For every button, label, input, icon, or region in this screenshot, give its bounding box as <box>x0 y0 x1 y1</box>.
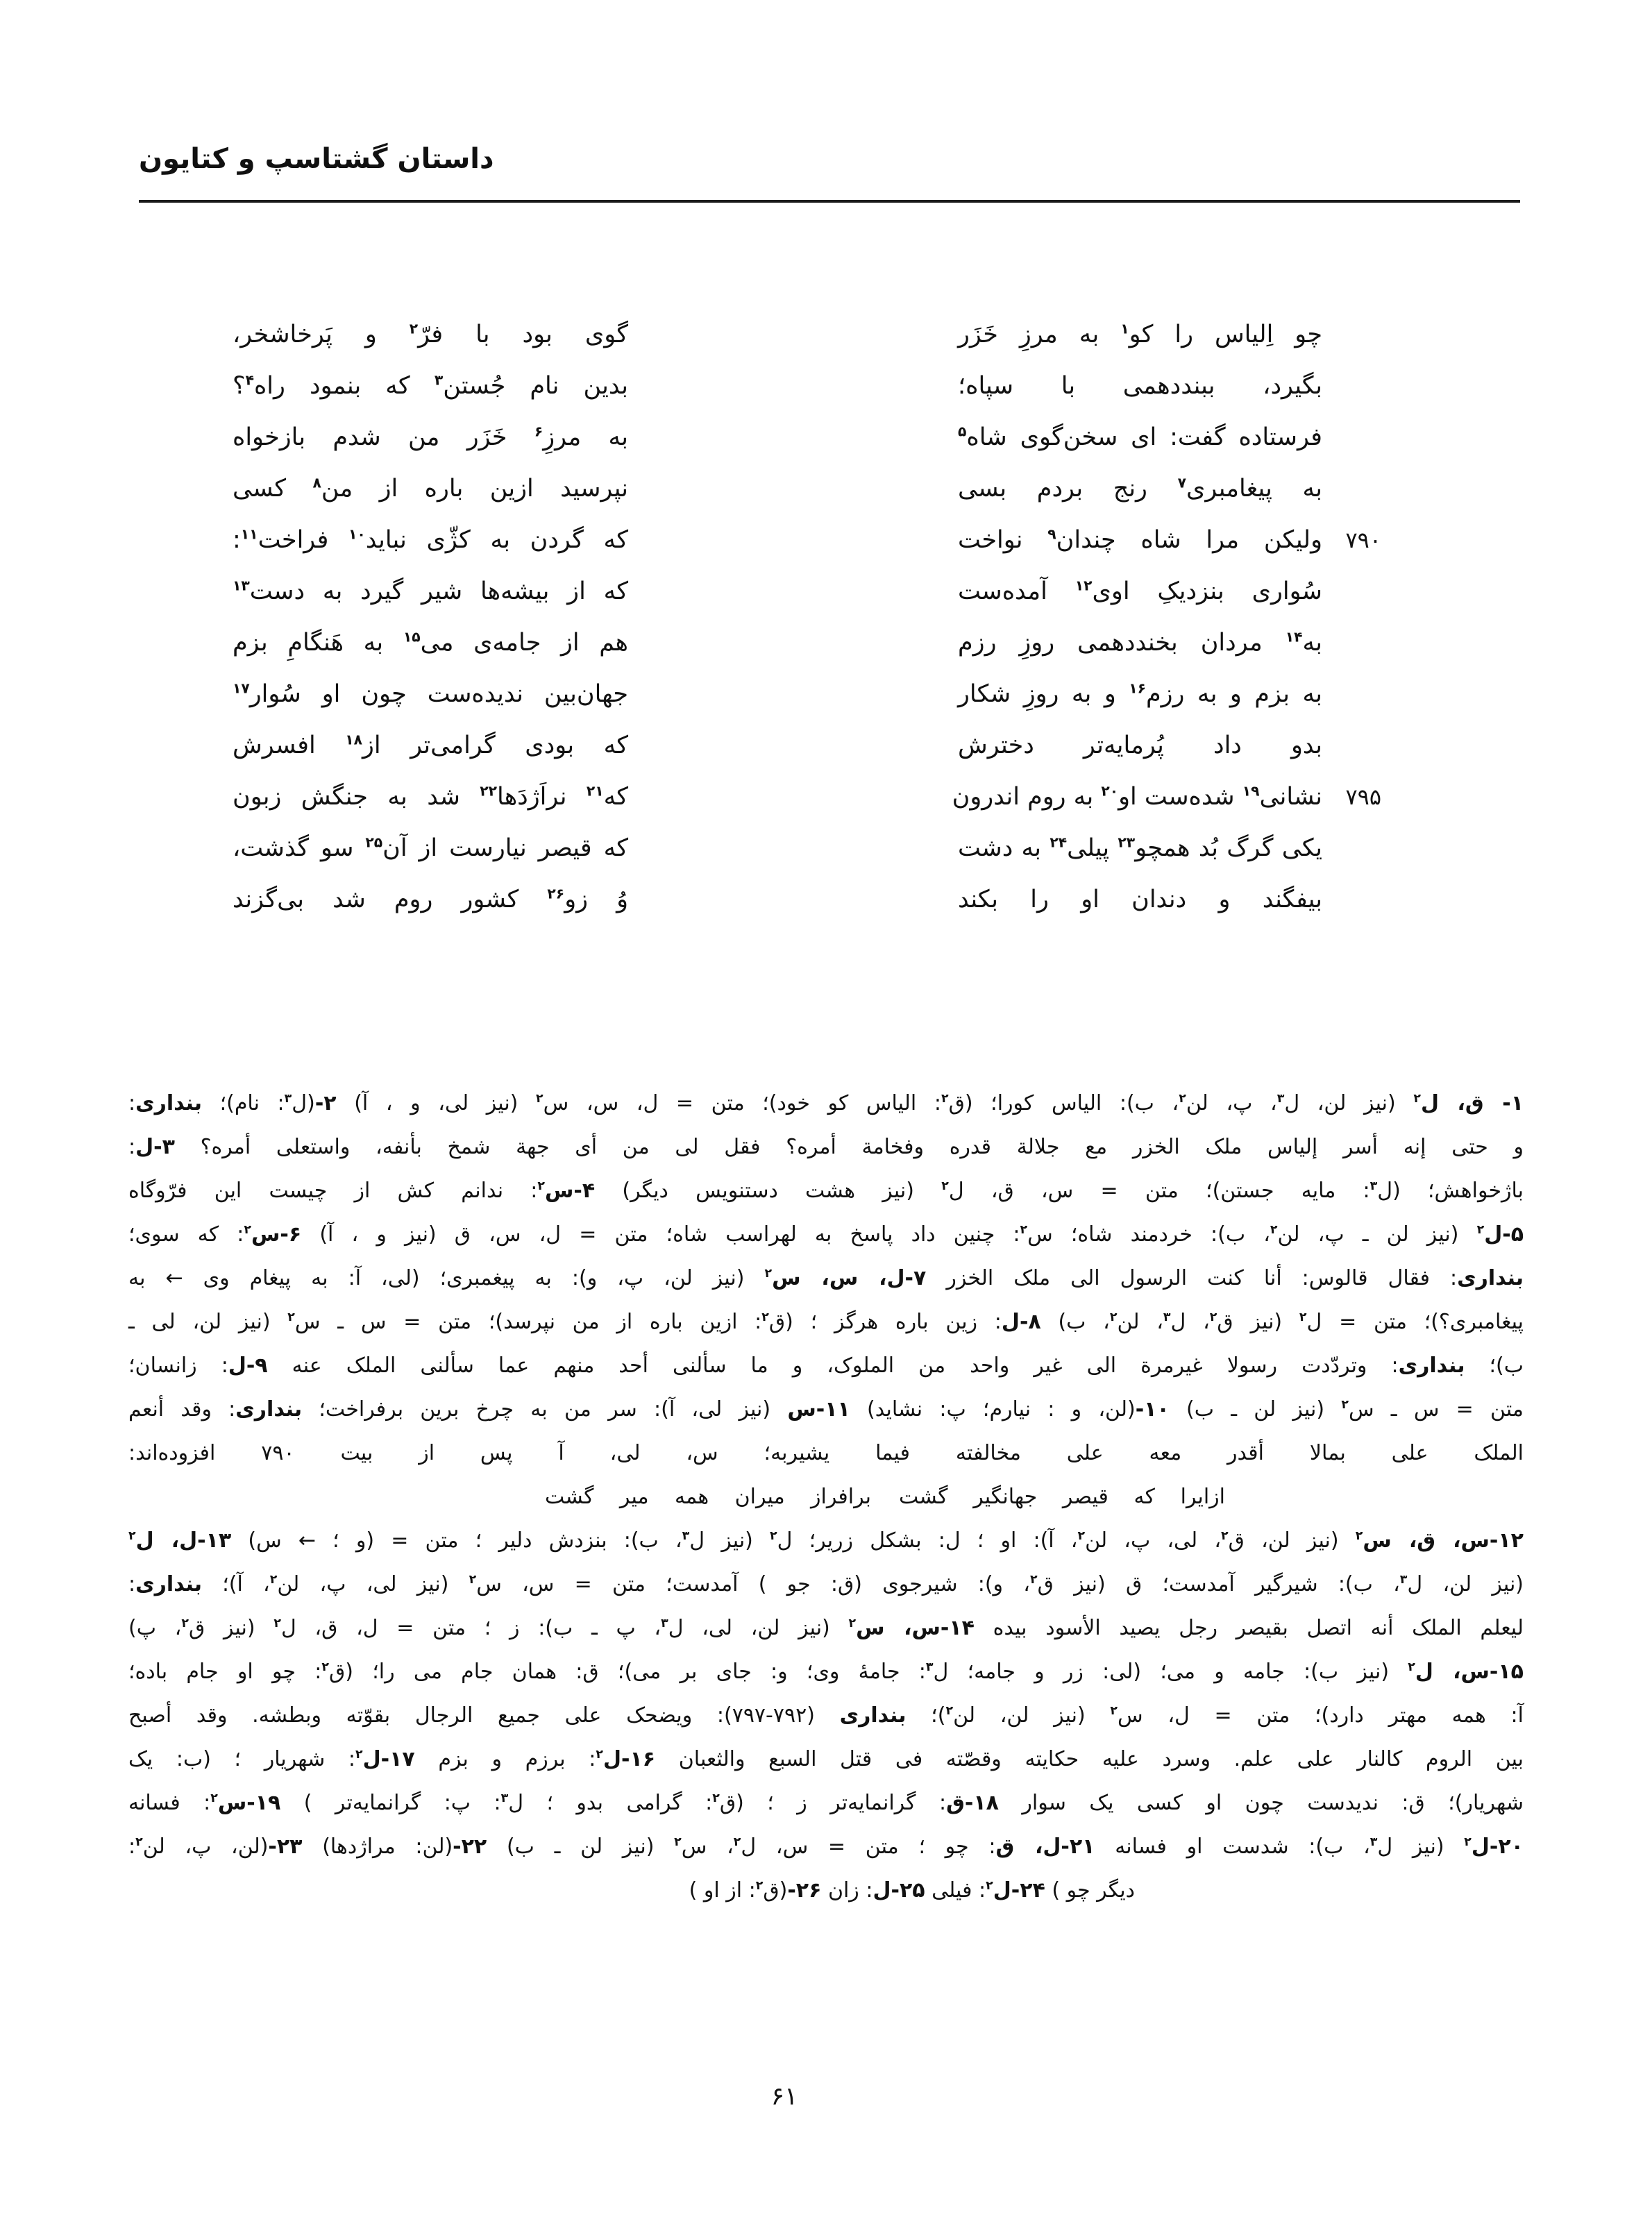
hemistich-gap <box>628 444 958 445</box>
footnote-marker: ۳ <box>1369 1179 1378 1193</box>
footnote-marker: ۷ <box>1177 474 1186 491</box>
footnote-line: ب)؛ بنداری: وتردّدت رسولا غیرمرة الی غیر واحد من الملوک، و ما سألنی أحد منهم عما سألنی الملک عنه ۹-ل: زانسان؛ <box>128 1353 1524 1378</box>
footnote-marker: ۱۸ <box>345 731 362 748</box>
hemistich-left: که گردن به کژّی نباید$^{۱۰}$ فراخت$^{۱۱}$: <box>233 525 628 554</box>
footnote-marker: ۱۲ <box>1074 577 1093 594</box>
footnote-marker: ۱۰ <box>348 525 366 543</box>
footnote-marker: ۲ <box>1476 1223 1485 1237</box>
hemistich-gap <box>628 341 958 342</box>
footnote-marker: ۲۵ <box>365 834 383 851</box>
footnote-marker: ۵ <box>958 423 967 440</box>
footnote-marker: ۱۱ <box>240 525 258 543</box>
verse-row <box>233 668 1381 720</box>
footnote-marker: ۱۳ <box>233 577 250 594</box>
hemistich-right: فرستاده گفت: ای سخن‌گوی شاه$^۵$ <box>958 423 1322 451</box>
footnote-marker: ۲ <box>764 1267 773 1281</box>
footnote-marker: ۲ <box>986 1879 993 1893</box>
footnote-marker: ۲ <box>674 1835 682 1849</box>
hemistich-right: بدو داد پُرمایه‌تر دخترش <box>958 732 1322 759</box>
footnote-line: بین الروم کالنار علی علم. وسرد علیه حکایته وقصّته فی قتل السبع والثعبان ۱۶-ل$^۲$: برزم و بزم ۱۷-ل$^۲$: شهریار ؛ (ب: یک <box>128 1747 1524 1771</box>
footnote-marker: ۲ <box>848 1617 857 1630</box>
footnote-marker: ۲۶ <box>547 885 565 902</box>
footnote-marker: ۲۱ <box>586 782 604 800</box>
hemistich-left: نپرسید ازین باره از من$^۸$ کسی <box>233 474 629 503</box>
footnote-marker: ۳ <box>1399 1573 1408 1587</box>
hemistich-left: که بودی گرامی‌تر از$^{۱۸}$ افسرش <box>233 731 629 759</box>
footnote-marker: ۲ <box>1179 1092 1186 1106</box>
footnote-line: متن = س ـ س$^۲$ (نیز لن ـ ب) ۱۰-(لن، و : نیارم؛ پ: نشاید) ۱۱-س (نیز لی، آ): سر من به چرخ برین برفراخت؛ بنداری: وقد أنعم <box>128 1397 1524 1422</box>
hemistich-left: که قیصر نیارست از آن$^{۲۵}$ سو گذشت، <box>233 834 628 862</box>
hemistich-gap <box>628 598 958 599</box>
hemistich-left: وُ زو$^{۲۶}$ کشور روم شد بی‌گزند <box>233 885 628 913</box>
hemistich-left: جهان‌بین ندیده‌ست چون او سُوار$^{۱۷}$ <box>233 680 628 708</box>
footnote-marker: ۲ <box>1209 1310 1217 1324</box>
footnote-marker: ۲ <box>941 1179 949 1193</box>
hemistich-right: نشانی$^{۱۹}$ شده‌ست او$^{۲۰}$ به روم اندرون <box>952 782 1322 811</box>
footnote-line: (نیز لن، ل$^۳$، ب): شیرگیر آمدست؛ ق (نیز ق$^۲$، و): شیرجوی (ق: جو ) آمدست؛ متن = س، س$^۲$ (نیز لی، پ، لن$^۲$، آ)؛ بنداری: <box>128 1572 1524 1596</box>
hemistich-gap <box>628 393 958 394</box>
footnote-marker: ۱۹ <box>1242 782 1260 800</box>
footnote-marker: ۲ <box>770 1529 777 1543</box>
footnote-marker: ۱۷ <box>233 680 250 697</box>
footnote-marker: ۲۴ <box>1050 834 1068 851</box>
hemistich-left: بدین نام جُستن$^۳$ که بنمود راه$^۴$؟ <box>233 371 628 400</box>
footnote-marker: ۱۵ <box>403 628 421 646</box>
footnote-marker: ۲۰ <box>1101 782 1119 800</box>
footnote-marker: ۹ <box>1047 525 1056 543</box>
footnote-marker: ۲ <box>755 1879 764 1893</box>
footnote-quoted-verse <box>187 1475 1583 1519</box>
footnote-marker: ۸ <box>312 474 321 491</box>
footnote-marker: ۲ <box>941 1092 949 1106</box>
footnote-marker: ۲ <box>1341 1398 1349 1412</box>
footnote-marker: ۲ <box>761 1310 769 1324</box>
footnote-line: پیغامبری؟)؛ متن = ل$^۲$ (نیز ق$^۲$، ل$^۳$، لن$^۲$، ب) ۸-ل: زین باره هرگز ؛ (ق$^۲$: ازین باره از من نپرسد)؛ متن = س ـ س$^۲$ (نیز لن، لی ـ <box>128 1310 1524 1334</box>
footnote-marker: ۱۴ <box>1285 628 1303 646</box>
footnote-marker: ۳ <box>284 1092 292 1106</box>
footnote-marker: ۲ <box>181 1617 189 1630</box>
footnote-marker: ۲ <box>1408 1660 1415 1674</box>
footnote-marker: ۲ <box>1464 1835 1472 1849</box>
hemistich-right: یکی گرگ بُد همچو$^{۲۳}$ پیلی$^{۲۴}$ به دشت <box>958 834 1322 862</box>
footnote-marker: ۲ <box>1020 1223 1028 1237</box>
verse-number: ۷۹۰ <box>1345 527 1381 553</box>
quoted-hemistich-right: ازایرا که قیصر جهانگیر گشت <box>899 1485 1225 1509</box>
footnote-marker: ۳ <box>661 1617 668 1630</box>
footnotes-apparatus-block <box>128 1081 1524 1912</box>
footnote-marker: ۳ <box>1163 1310 1171 1324</box>
hemistich-gap <box>628 547 958 548</box>
footnote-marker: ۲ <box>269 1573 278 1587</box>
verse-row <box>233 874 1381 925</box>
footnote-marker: ۲ <box>287 1310 295 1324</box>
footnote-marker: ۲ <box>1029 1573 1038 1587</box>
footnote-marker: ۲ <box>1221 1529 1229 1543</box>
footnote-marker: ۲ <box>355 1748 363 1762</box>
footnote-line: لیعلم الملک أنه اتصل بقیصر رجل یصید الأسود بیده ۱۴-س، س$^۲$ (نیز لن، لی، ل$^۳$، پ ـ ب): ز ؛ متن = ل، ق، ل$^۲$ (نیز ق$^۲$، پ) <box>128 1616 1524 1640</box>
footnote-marker: ۲ <box>135 1835 143 1849</box>
footnote-marker: ۲ <box>210 1791 218 1805</box>
footnote-line: ۱۵-س، ل$^۲$ (نیز ب): جامه و می؛ (لی: زر و جامه؛ ل$^۳$: جامهٔ وی؛ و: جای بر می)؛ ق: همان جام می را؛ (ق$^۲$: چو او جام باده؛ <box>128 1660 1524 1684</box>
verse-row <box>233 566 1381 617</box>
hemistich-right: به پیغامبری$^۷$ رنج بردم بسی <box>958 474 1322 503</box>
footnote-marker: ۲ <box>469 1573 477 1587</box>
verse-row <box>233 360 1381 412</box>
footnote-marker: ۳ <box>925 1660 934 1674</box>
footnote-marker: ۲ <box>1413 1092 1421 1106</box>
footnote-marker: ۶ <box>534 423 543 440</box>
footnote-marker: ۲ <box>1355 1529 1363 1543</box>
footnote-line: الملک علی بمالا أقدر معه علی مخالفته فیما یشیربه؛ س، لی، آ پس از بیت ۷۹۰ افزوده‌اند: <box>128 1441 1524 1465</box>
footnote-line: ۱۲-س، ق، س$^۲$ (نیز لن، ق$^۲$، لی، پ، لن$^۲$، آ): او ؛ ل: بشکل زریر؛ ل$^۲$ (نیز ل$^۳$، ب): بنزدش دلیر ؛ متن = (و ؛ ← س) ۱۳-ل، ل$^۲$ <box>128 1528 1524 1553</box>
verse-row <box>233 309 1381 360</box>
footnote-marker: ۳ <box>1369 1835 1378 1849</box>
footnote-line: ۲۰-ل$^۲$ (نیز ل$^۳$، ب): شدست او فسانه ۲۱-ل، ق: چو ؛ متن = س، ل$^۲$، س$^۲$ (نیز لن ـ ب) ۲۲-(لن: مراژدها) ۲۳-(لن، پ، لن$^۲$: <box>128 1835 1524 1859</box>
hemistich-right: سُواری بنزدیکِ اوی$^{۱۲}$ آمده‌ست <box>958 577 1323 605</box>
verse-row <box>233 823 1381 874</box>
footnote-marker: ۳ <box>1276 1092 1285 1106</box>
verse-row <box>233 771 1381 823</box>
hemistich-right: ولیکن مرا شاه چندان$^۹$ نواخت <box>958 525 1322 554</box>
hemistich-left: گوی بود با فرّ$^۲$ و پَرخاشخر، <box>233 320 628 348</box>
footnote-marker: ۲۲ <box>480 782 498 800</box>
hemistich-left: که$^{۲۱}$ نراَژدَها$^{۲۲}$ شد به جنگش زبون <box>233 782 629 811</box>
hemistich-right: به بزم و به رزم$^{۱۶}$ و به روزِ شکار <box>958 680 1322 708</box>
footnote-marker: ۴ <box>245 371 254 389</box>
footnote-line: آ: همه مهتر دارد)؛ متن = ل، س$^۲$ (نیز لن، لن$^۲$)؛ بنداری (۷۹۲-۷۹۷): ویضحک علی جمیع الرجال بقوّته وبطشه. وقد أصبح <box>128 1703 1524 1728</box>
footnote-marker: ۱ <box>1120 320 1129 337</box>
footnote-marker: ۲ <box>128 1529 136 1543</box>
footnote-marker: ۲ <box>712 1791 720 1805</box>
poem-block <box>233 309 1381 925</box>
footnote-marker: ۱۶ <box>1129 680 1146 697</box>
footnote-marker: ۲ <box>1270 1223 1278 1237</box>
hemistich-gap <box>628 906 958 907</box>
footnote-marker: ۲ <box>244 1223 252 1237</box>
hemistich-right: بگیرد، ببنددهمی با سپاه؛ <box>958 372 1322 400</box>
footnote-marker: ۳ <box>434 371 444 389</box>
footnote-line: باژخواهش؛ (ل$^۳$: مایه جستن)؛ متن = س، ق، ل$^۲$ (نیز هشت دستنویس دیگر) ۴-س$^۲$: ندانم کش از چیست این فرّوگاه <box>128 1179 1524 1203</box>
hemistich-right: چو اِلیاس را کو$^۱$ به مرزِ خَزَر <box>958 320 1322 348</box>
footnote-marker: ۲ <box>733 1835 741 1849</box>
footnote-marker: ۲ <box>273 1617 281 1630</box>
footnote-marker: ۲ <box>409 320 419 337</box>
footnote-marker: ۲ <box>596 1748 604 1762</box>
footnote-line: شهریار)؛ ق: ندیدست چون او کسی یک سوار ۱۸-ق: گرانمایه‌تر ز ؛ (ق$^۲$: گرامی بدو ؛ ل$^۳$: پ: گرانمایه‌تر ) ۱۹-س$^۲$: فسانه <box>128 1791 1524 1815</box>
footnote-line: ۱- ق، ل$^۲$ (نیز لن، ل$^۳$، پ، لن$^۲$، ب): الیاس کورا؛ (ق$^۲$: الیاس کو خود)؛ متن = ل، س، س$^۲$ (نیز لی، و ، آ) ۲-(ل$^۳$: نام)؛ بنداری: <box>128 1091 1524 1115</box>
hemistich-right: بیفگند و دندان او را بکند <box>958 886 1322 913</box>
hemistich-left: به مرزِ$^۶$ خَزَر من شدم بازخواه <box>233 423 629 451</box>
running-head-title: داستان گشتاسپ و کتایون <box>139 143 494 175</box>
quoted-hemistich-left: برافراز میران همه میر گشت <box>545 1485 871 1509</box>
hemistich-left: هم از جامه‌ی می$^{۱۵}$ به هَنگامِ بزم <box>233 628 628 657</box>
footnote-marker: ۳ <box>682 1529 690 1543</box>
verse-row <box>233 720 1381 771</box>
footnote-marker: ۲ <box>1077 1529 1086 1543</box>
footnote-line: دیگر چو ) ۲۴-ل$^۲$: فیلی ۲۵-ل: زان ۲۶-(ق$^۲$: از او ) <box>689 1878 1135 1903</box>
footnote-line: و حتی إنه أسر إلیاس ملک الخزر مع جلالة قدره وفخامة أمره؟ فقل لی من أی جهة شمخ بأنفه، واستعلی أمره؟ ۳-ل: <box>128 1135 1524 1159</box>
footnote-marker: ۲ <box>321 1660 329 1674</box>
footnote-line: بنداری: فقال قالوس: أنا کنت الرسول الی ملک الخزر ۷-ل، س، س$^۲$ (نیز لن، پ، و): به پیغمبری؛ (لی، آ: به پیغام وی ← به <box>128 1266 1524 1290</box>
hemistich-left: که از بیشه‌ها شیر گیرد به دست$^{۱۳}$ <box>233 577 628 605</box>
page-number: ۶۱ <box>770 2082 798 2111</box>
hemistich-gap <box>628 855 958 856</box>
footnote-marker: ۲ <box>536 1092 543 1106</box>
verse-number: ۷۹۵ <box>1345 784 1381 810</box>
hemistich-right: به$^{۱۴}$ مردان بخنددهمی روزِ رزم <box>958 628 1322 657</box>
footnote-marker: ۲ <box>1299 1310 1307 1324</box>
verse-row <box>233 412 1381 463</box>
verse-row <box>233 617 1381 668</box>
hemistich-gap <box>628 752 958 753</box>
footnote-marker: ۲ <box>1110 1704 1118 1718</box>
verse-row <box>233 463 1381 514</box>
hemistich-gap <box>628 701 958 702</box>
verse-row <box>233 514 1381 566</box>
footnote-line: ۵-ل$^۲$ (نیز لن ـ پ، لن$^۲$، ب): خردمند شاه؛ س$^۲$: چنین داد پاسخ به لهراسب شاه؛ متن = ل، س، ق (نیز و ، آ) ۶-س$^۲$: که سوی؛ <box>128 1222 1524 1247</box>
footnote-marker: ۲ <box>537 1179 545 1193</box>
footnote-marker: ۲ <box>945 1704 954 1718</box>
footnote-marker: ۲۳ <box>1118 834 1136 851</box>
footnote-marker: ۳ <box>500 1791 509 1805</box>
footnote-marker: ۲ <box>1109 1310 1118 1324</box>
header-rule <box>139 200 1520 203</box>
